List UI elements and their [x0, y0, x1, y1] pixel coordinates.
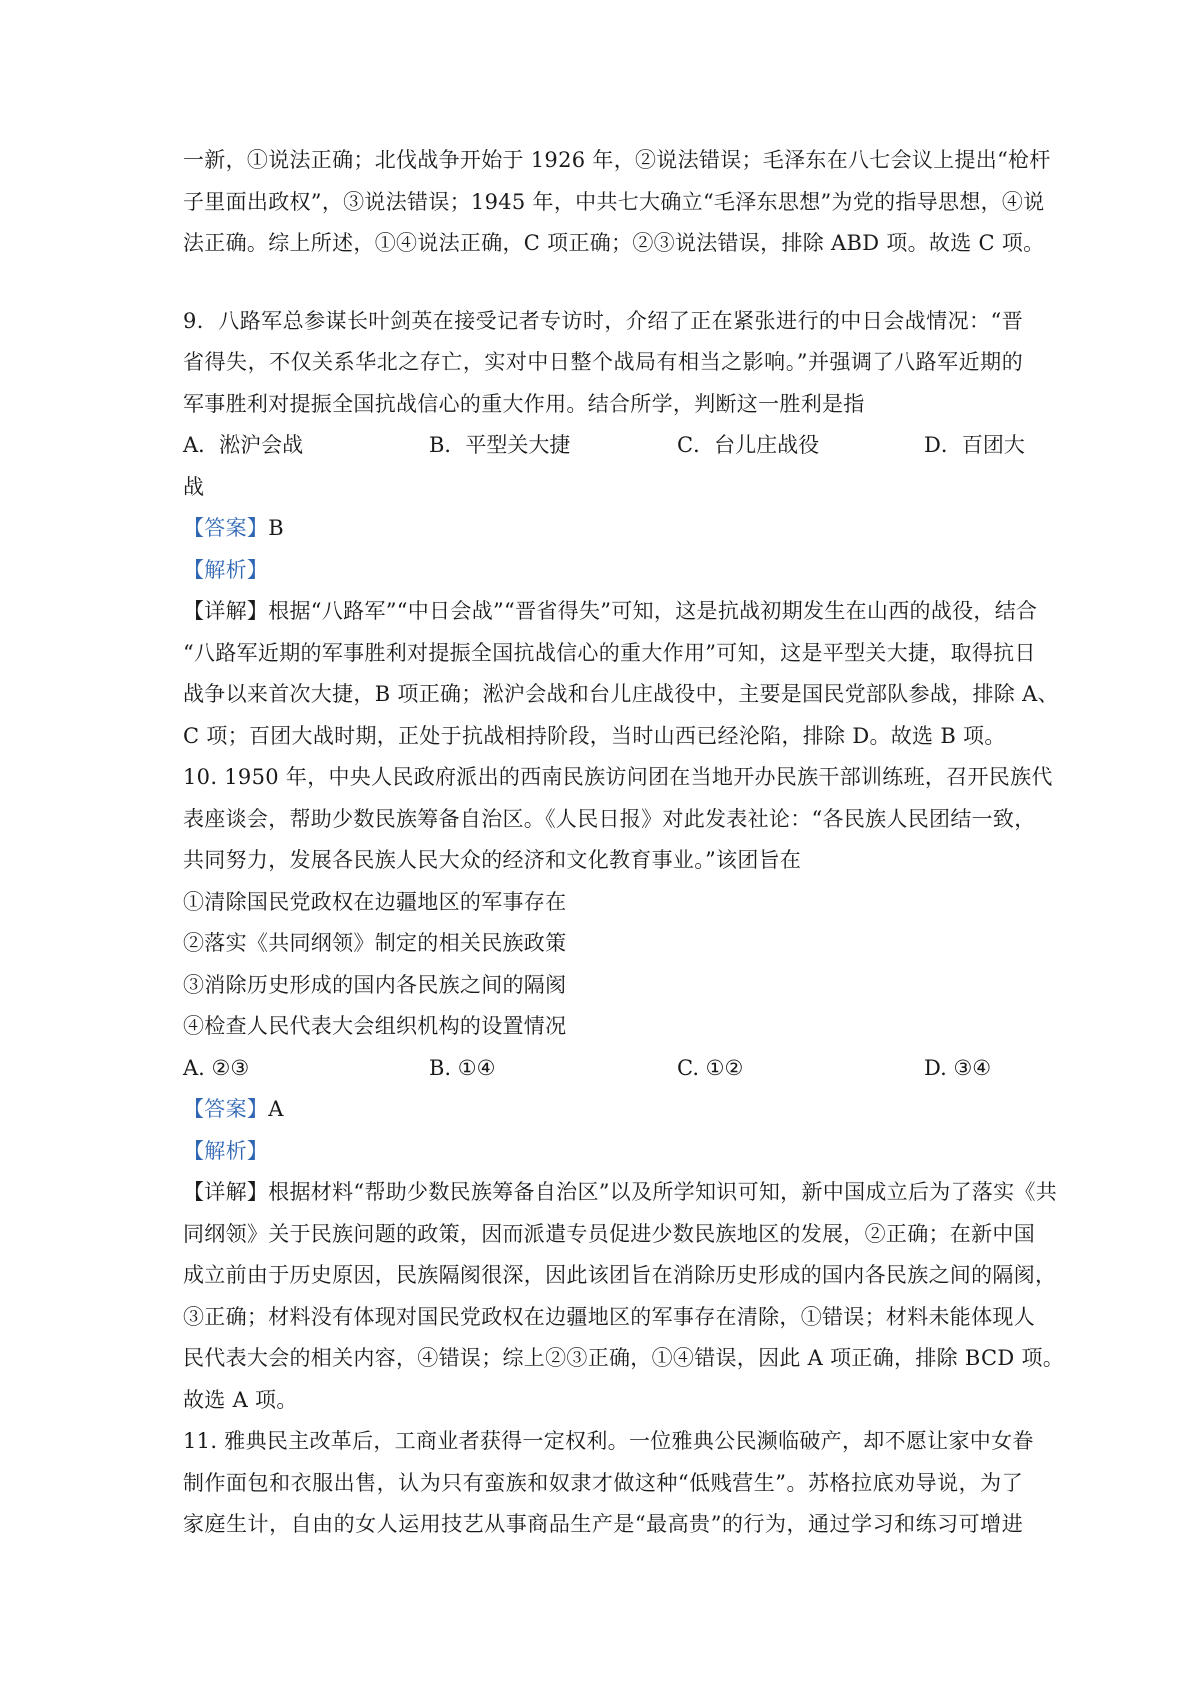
detail-label: 【详解】: [183, 599, 269, 623]
q10-item: ①清除国民党政权在边疆地区的军事存在: [183, 889, 567, 914]
prev-explanation-line: 法正确。综上所述，①④说法正确，C 项正确；②③说法错误，排除 ABD 项。故选 C 项。: [183, 231, 1045, 255]
analysis-label: 【解析】: [183, 557, 269, 582]
q10-item: ②落实《共同纲领》制定的相关民族政策: [183, 931, 567, 955]
q9-options: [183, 425, 1023, 467]
prev-explanation-line: 一新，①说法正确；北伐战争开始于 1926 年，②说法错误；毛泽东在八七会议上提出“枪杆: [183, 148, 1051, 172]
q10-stem-line: 共同努力，发展各民族人民大众的经济和文化教育事业。”该团旨在: [183, 848, 802, 872]
q10-analysis: [183, 1131, 1023, 1173]
q9-stem-line: 9．八路军总参谋长叶剑英在接受记者专访时，介绍了正在紧张进行的中日会战情况：“晋: [183, 308, 1023, 333]
q9-detail-line: [183, 591, 1038, 633]
prev-explanation-line: 子里面出政权”，③说法错误；1945 年，中共七大确立“毛泽东思想”为党的指导思想，④说: [183, 189, 1045, 214]
q9-detail-text: 根据“八路军”“中日会战”“晋省得失”可知，这是抗战初期发生在山西的战役，结合: [268, 599, 1038, 623]
q9-option-d: D．百团大: [924, 433, 1025, 457]
q9-answer: [183, 508, 1023, 550]
section-gap: [183, 265, 1023, 301]
q10-answer-value: A: [268, 1097, 284, 1121]
q10-option-c: C. ①②: [677, 1055, 744, 1080]
detail-label: 【详解】: [183, 1180, 269, 1204]
q10-detail-line: 成立前由于历史原因，民族隔阂很深，因此该团旨在消除历史形成的国内各民族之间的隔阂，: [183, 1263, 1057, 1287]
q10-item: ③消除历史形成的国内各民族之间的隔阂: [183, 972, 567, 997]
q10-options: [183, 1048, 1023, 1090]
q9-answer-value: B: [268, 516, 284, 540]
q11-stem-line: 11. 雅典民主改革后，工商业者获得一定权利。一位雅典公民濒临破产，却不愿让家中女眷: [183, 1429, 1034, 1453]
q10-detail-line: 民代表大会的相关内容，④错误；综上②③正确，①④错误，因此 A 项正确，排除 BCD 项。: [183, 1346, 1065, 1370]
q9-stem-line: 军事胜利对提振全国抗战信心的重大作用。结合所学，判断这一胜利是指: [183, 391, 865, 416]
question-11: [183, 1421, 1034, 1546]
question-10: [183, 757, 1065, 1421]
q10-detail-line: 故选 A 项。: [183, 1387, 298, 1412]
q9-option-b: B．平型关大捷: [429, 433, 571, 457]
question-9: [183, 301, 1059, 758]
q10-detail-text: 根据材料“帮助少数民族筹备自治区”以及所学知识可知，新中国成立后为了落实《共: [268, 1180, 1058, 1204]
q10-detail-line: [183, 1172, 1058, 1214]
q10-option-a: A. ②③: [183, 1055, 250, 1080]
q9-analysis: [183, 550, 1023, 592]
document-page: [183, 140, 1065, 1546]
analysis-label: 【解析】: [183, 1138, 269, 1163]
q9-detail-line: “八路军近期的军事胜利对提振全国抗战信心的重大作用”可知，这是平型关大捷，取得抗日: [183, 640, 1036, 665]
answer-label: 【答案】: [183, 1097, 269, 1121]
q11-stem-line: 制作面包和衣服出售，认为只有蛮族和奴隶才做这种“低贱营生”。苏格拉底劝导说，为了: [183, 1470, 1023, 1495]
q10-detail-line: 同纲领》关于民族问题的政策，因而派遣专员促进少数民族地区的发展，②正确；在新中国: [183, 1221, 1035, 1246]
q10-answer: [183, 1089, 1023, 1131]
q9-detail-line: C 项；百团大战时期，正处于抗战相持阶段，当时山西已经沦陷，排除 D。故选 B 项。: [183, 723, 1006, 748]
q10-option-b: B. ①④: [429, 1055, 496, 1080]
q10-option-d: D. ③④: [924, 1055, 992, 1080]
prev-explanation: [183, 140, 1051, 265]
q10-stem-line: 表座谈会，帮助少数民族筹备自治区。《人民日报》对此发表社论：“各民族人民团结一致，: [183, 806, 1036, 831]
q10-item: ④检查人民代表大会组织机构的设置情况: [183, 1014, 567, 1038]
q9-stem-line: 省得失，不仅关系华北之存亡，实对中日整个战局有相当之影响。”并强调了八路军近期的: [183, 350, 1023, 374]
q9-detail-line: 战争以来首次大捷，B 项正确；淞沪会战和台儿庄战役中，主要是国民党部队参战，排除 A、: [183, 682, 1059, 706]
q10-stem-line: 10. 1950 年，中央人民政府派出的西南民族访问团在当地开办民族干部训练班，召开民族代: [183, 765, 1053, 789]
q9-option-c: C．台儿庄战役: [677, 433, 820, 457]
q9-option-a: A．淞沪会战: [183, 433, 304, 457]
answer-label: 【答案】: [183, 516, 269, 540]
q9-option-d-wrap: 战: [183, 474, 205, 499]
q10-detail-line: ③正确；材料没有体现对国民党政权在边疆地区的军事存在清除，①错误；材料未能体现人: [183, 1304, 1035, 1329]
q11-stem-line: 家庭生计，自由的女人运用技艺从事商品生产是“最高贵”的行为，通过学习和练习可增进: [183, 1512, 1023, 1536]
